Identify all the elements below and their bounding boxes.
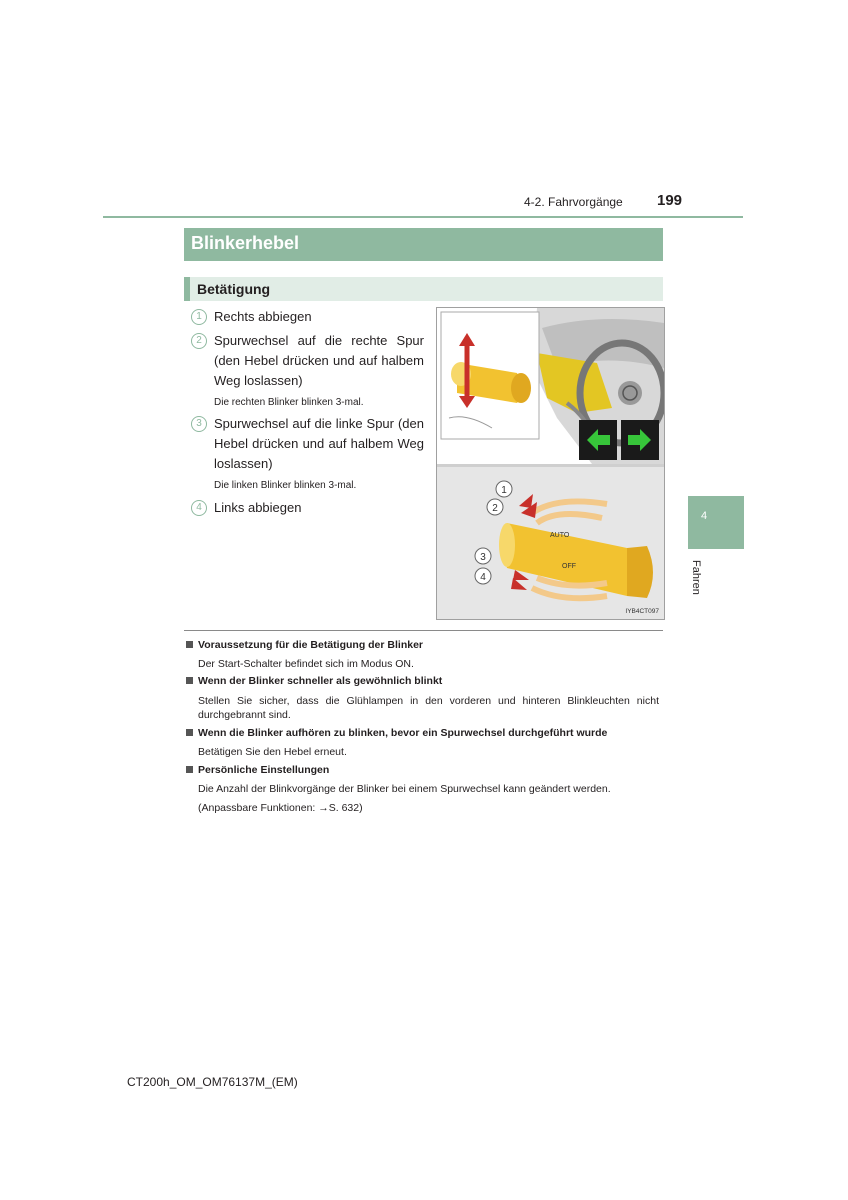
note-body: Stellen Sie sicher, dass die Glühlampen in den vorderen und hinteren Blinkleuchten nicht durchgebrannt sind. (198, 695, 659, 721)
note-body: Der Start-Schalter befindet sich im Modus ON. (198, 658, 414, 670)
callout-1-label: 1 (501, 485, 507, 496)
figure-code: IYB4CT097 (625, 608, 659, 615)
step-item (191, 414, 424, 474)
figure-rule (184, 630, 663, 631)
section-title: Blinkerhebel (191, 233, 300, 253)
step-number-circle: 3 (191, 416, 207, 432)
subsection-title: Betätigung (197, 281, 271, 297)
step-text: Rechts abbiegen (214, 309, 312, 324)
step-item (191, 307, 424, 327)
step-text: Spurwechsel auf die linke Spur (den Hebel drücken und auf halbem Weg loslassen) (214, 416, 424, 471)
lever-label-off: OFF (562, 563, 576, 570)
subsection-accent (184, 277, 190, 301)
note-body-reference: (Anpassbare Funktionen: →S. 632) (198, 802, 363, 814)
bullet-square-icon (186, 766, 193, 773)
chapter-label: 4-2. Fahrvorgänge (524, 195, 623, 209)
callout-3-label: 3 (480, 552, 486, 563)
lever-label-auto: AUTO (550, 532, 570, 539)
page-number: 199 (657, 192, 683, 209)
step-number-circle: 1 (191, 309, 207, 325)
turn-signal-figure (436, 307, 665, 620)
step-note: Die rechten Blinker blinken 3-mal. (214, 397, 364, 408)
bullet-square-icon (186, 641, 193, 648)
footer-doc-id: CT200h_OM_OM76137M_(EM) (127, 1075, 298, 1089)
bullet-square-icon (186, 677, 193, 684)
callout-4-label: 4 (480, 572, 486, 583)
bullet-square-icon (186, 729, 193, 736)
note-body: Betätigen Sie den Hebel erneut. (198, 746, 347, 758)
note-heading: Wenn der Blinker schneller als gewöhnlich blinkt (186, 675, 661, 687)
note-heading: Voraussetzung für die Betätigung der Blinker (186, 639, 661, 651)
step-text: Links abbiegen (214, 500, 302, 515)
step-number-circle: 2 (191, 333, 207, 349)
step-note: Die linken Blinker blinken 3-mal. (214, 480, 357, 491)
note-heading: Wenn die Blinker aufhören zu blinken, bevor ein Spurwechsel durchgeführt wurde (186, 727, 661, 739)
section-title-bar (184, 228, 663, 261)
chapter-tab-number: 4 (701, 510, 708, 522)
chapter-tab[interactable] (688, 496, 744, 549)
note-body: Die Anzahl der Blinkvorgänge der Blinker bei einem Spurwechsel kann geändert werden. (198, 783, 611, 795)
subsection-bar (184, 277, 663, 301)
step-text: Spurwechsel auf die rechte Spur (den Hebel drücken und auf halbem Weg loslassen) (214, 333, 424, 388)
header-rule (103, 216, 743, 218)
note-heading: Persönliche Einstellungen (186, 764, 661, 776)
figure-illustration (437, 308, 664, 619)
callout-2-label: 2 (492, 503, 498, 514)
step-item (191, 498, 424, 518)
step-item (191, 331, 424, 391)
step-number-circle: 4 (191, 500, 207, 516)
chapter-tab-label: Fahren (690, 560, 702, 595)
